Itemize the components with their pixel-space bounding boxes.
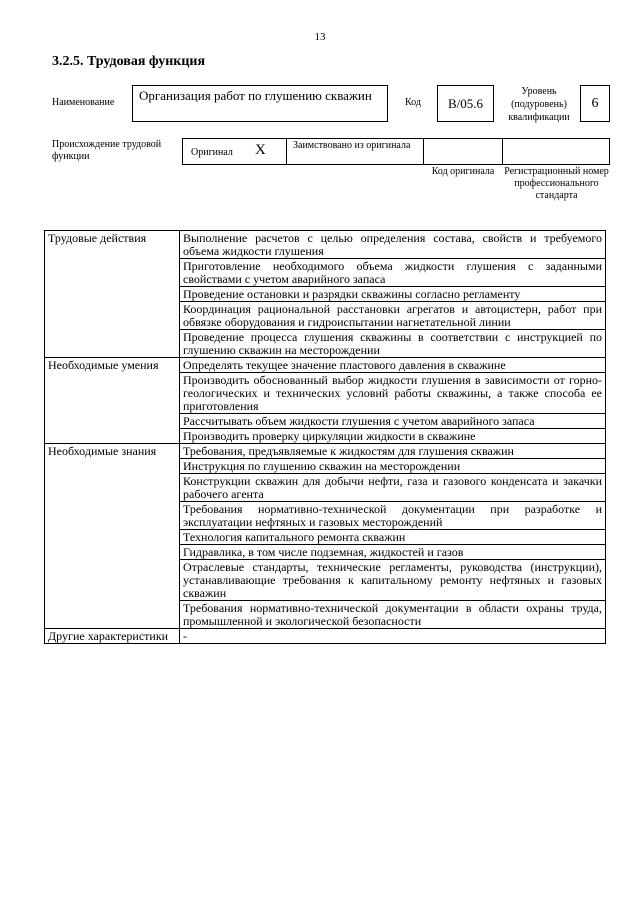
item-cell: Конструкции скважин для добычи нефти, газа и газового конденсата и закачки рабочего агента: [180, 474, 606, 502]
item-cell: Производить проверку циркуляции жидкости в скважине: [180, 429, 606, 444]
table-row: [45, 444, 606, 459]
original-label: Оригинал: [191, 147, 233, 158]
item-cell: Определять текущее значение пластового давления в скважине: [180, 358, 606, 373]
code-label: Код: [405, 97, 421, 108]
item-cell: Проведение остановки и разрядки скважины согласно регламенту: [180, 287, 606, 302]
item-cell: Рассчитывать объем жидкости глушения с учетом аварийного запаса: [180, 414, 606, 429]
original-mark: X: [255, 142, 266, 158]
item-cell: Требования нормативно-технической документации при разработке и эксплуатации нефтяных и газовых месторождений: [180, 502, 606, 530]
item-cell: Координация рациональной расстановки агрегатов и автоцистерн, работ при обвязке оборудования и гидроиспытании нагнетательной линии: [180, 302, 606, 330]
category-cell: Другие характеристики: [45, 629, 180, 644]
item-cell: Гидравлика, в том числе подземная, жидкостей и газов: [180, 545, 606, 560]
code-value-box: B/05.6: [437, 85, 494, 122]
item-cell: Приготовление необходимого объема жидкости глушения с заданными свойствами с учетом аварийного запаса: [180, 259, 606, 287]
item-cell: Выполнение расчетов с целью определения состава, свойств и требуемого объема жидкости глушения: [180, 231, 606, 259]
category-cell: Необходимые умения: [45, 358, 180, 444]
code-original-label: Код оригинала: [431, 166, 495, 177]
page-number: 13: [314, 31, 326, 43]
category-cell: Необходимые знания: [45, 444, 180, 629]
item-cell: -: [180, 629, 606, 644]
origin-reg-cell: [503, 139, 610, 164]
item-cell: Требования нормативно-технической документации в области охраны труда, промышленной и экологической безопасности: [180, 601, 606, 629]
item-cell: Технология капитального ремонта скважин: [180, 530, 606, 545]
item-cell: Проведение процесса глушения скважины в соответствии с инструкцией по глушению скважин на месторождении: [180, 330, 606, 358]
origin-original-cell: [183, 139, 287, 164]
origin-borrowed-cell: [287, 139, 424, 164]
origin-row: [182, 138, 610, 165]
table-row: [45, 629, 606, 644]
function-table: [44, 230, 606, 644]
borrowed-label: Заимствовано из оригинала: [293, 140, 411, 151]
item-cell: Производить обоснованный выбор жидкости глушения в зависимости от горно-геологических и технических условий работы скважины, а также способа ее приготовления: [180, 373, 606, 414]
table-row: [45, 231, 606, 259]
origin-code-cell: [424, 139, 503, 164]
table-row: [45, 358, 606, 373]
item-cell: Отраслевые стандарты, технические регламенты, руководства (инструкции), устанавливающие требования к капитальному ремонту нефтяных и газовых скважин: [180, 560, 606, 601]
section-title: 3.2.5. Трудовая функция: [52, 54, 206, 69]
name-value-box: Организация работ по глушению скважин: [132, 85, 388, 122]
category-cell: Трудовые действия: [45, 231, 180, 358]
level-label: Уровень (подуровень) квалификации: [508, 86, 570, 123]
name-label: Наименование: [52, 97, 115, 108]
level-value-box: 6: [580, 85, 610, 122]
reg-number-label: Регистрационный номер профессионального стандарта: [504, 166, 609, 201]
item-cell: Требования, предъявляемые к жидкостям для глушения скважин: [180, 444, 606, 459]
origin-label: Происхождение трудовой функции: [52, 139, 162, 162]
item-cell: Инструкция по глушению скважин на месторождении: [180, 459, 606, 474]
